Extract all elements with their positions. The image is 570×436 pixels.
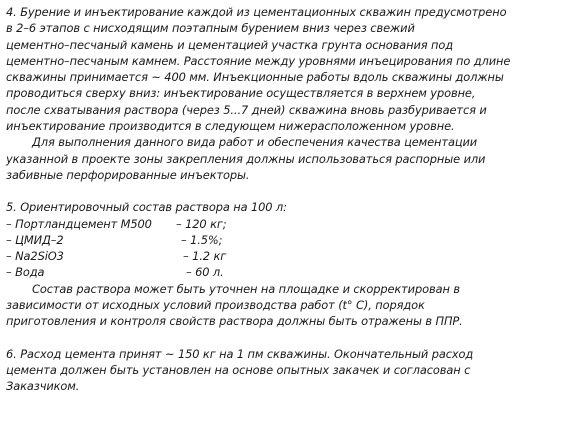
section-5 <box>6 199 566 329</box>
text-line: 6. Расход цемента принят ~ 150 кг на 1 пм скважины. Окончательный расход <box>6 346 474 361</box>
component-name: – Na2SiO3 <box>6 249 64 264</box>
component-row <box>6 248 566 264</box>
text-line: Заказчиком. <box>6 379 80 394</box>
notes-document <box>6 4 566 395</box>
text-line: забивные перфорированные инъекторы. <box>6 167 250 182</box>
component-name: – Портландцемент М500 <box>6 216 152 231</box>
section-heading: 5. Ориентировочный состав раствора на 100 л: <box>6 200 287 215</box>
component-name: – Вода <box>6 265 45 280</box>
section-6 <box>6 346 566 395</box>
component-row <box>6 216 566 232</box>
text-line: после схватывания раствора (через 5...7 дней) скважина вновь разбуривается и <box>6 102 487 117</box>
text-line: в 2–6 этапов с нисходящим поэтапным бурением вниз через свежий <box>6 21 415 36</box>
component-value: – 120 кг; <box>176 216 227 231</box>
component-row <box>6 264 566 280</box>
text-line: 4. Бурение и инъектирование каждой из цементационных скважин предусмотрено <box>6 5 507 19</box>
text-line: Для выполнения данного вида работ и обеспечения качества цементации <box>32 135 478 150</box>
text-line: указанной в проекте зоны закрепления должны использоваться распорные или <box>6 151 486 166</box>
component-value: – 60 л. <box>186 265 224 280</box>
component-row <box>6 232 566 248</box>
component-value: – 1.5%; <box>181 232 223 247</box>
component-value: – 1.2 кг <box>183 249 227 264</box>
text-line: цемента должен быть установлен на основе опытных закачек и согласован с <box>6 362 471 377</box>
text-line: цементно–песчаным камнем. Расстояние между уровнями инъецирования по длине <box>6 53 511 68</box>
text-line: приготовления и контроля свойств раствора должны быть отражены в ППР. <box>6 314 463 329</box>
text-line: цементно–песчаный камень и цементацией участка грунта основания под <box>6 37 454 52</box>
section-4 <box>6 4 566 183</box>
text-line: Состав раствора может быть уточнен на площадке и скорректирован в <box>32 281 460 296</box>
component-name: – ЦМИД–2 <box>6 232 64 247</box>
text-line: зависимости от исходных условий производства работ (t° C), порядок <box>6 298 425 313</box>
text-line: скважины принимается ~ 400 мм. Инъекционные работы вдоль скважины должны <box>6 70 504 85</box>
text-line: инъектирование производится в следующем нижерасположенном уровне. <box>6 119 455 134</box>
text-line: проводиться сверху вниз: инъектирование осуществляется в верхнем уровне, <box>6 86 476 101</box>
